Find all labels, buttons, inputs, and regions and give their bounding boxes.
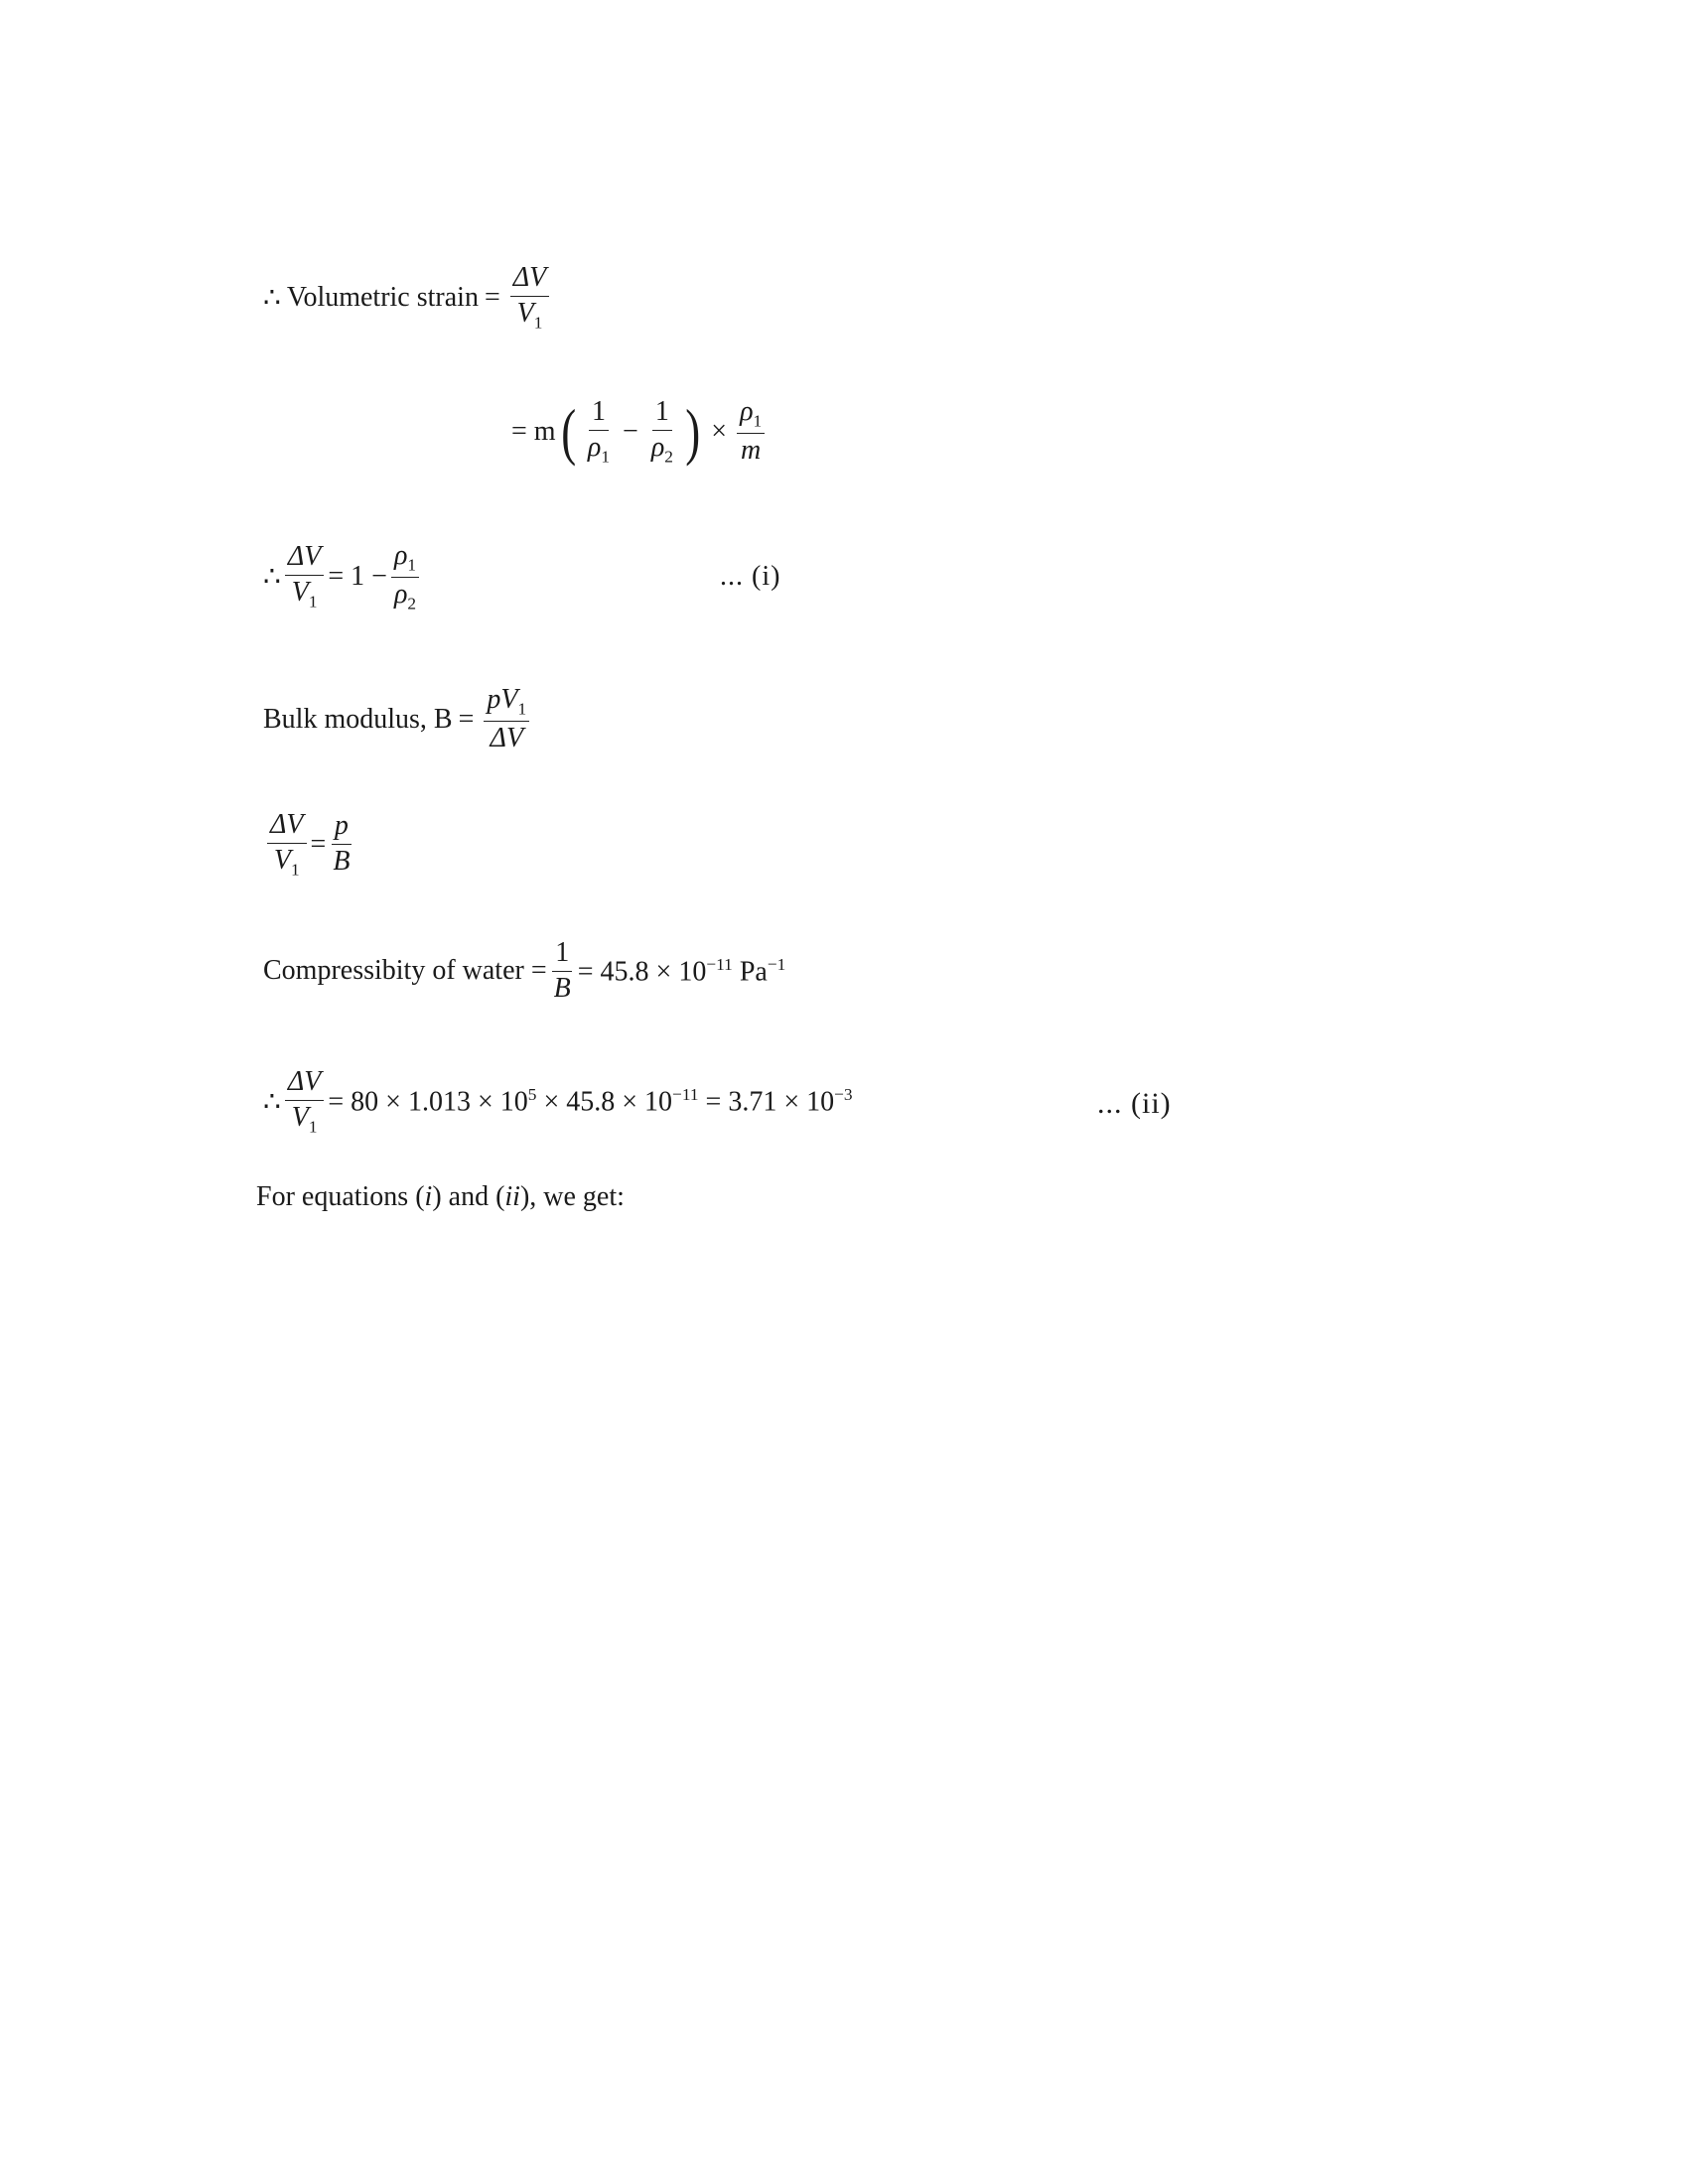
compressibility-value: = $45.8 \times 10^{-11}$ $Pa^{-1}$ — [577, 954, 786, 987]
lead-m: = m — [511, 415, 556, 447]
equals-sign: = — [310, 828, 327, 860]
therefore-symbol: ∴ — [263, 1086, 281, 1118]
strain-numeric-calculation — [263, 1067, 853, 1136]
one-over-rho1: $\frac{1}{\rho_1}$ — [587, 396, 611, 467]
volumetric-strain-definition — [263, 263, 553, 332]
equation-ref-ii: ... (ii) — [1097, 1087, 1172, 1120]
numerator: ΔV — [510, 263, 550, 297]
volumetric-strain-expansion: = m ( $\frac{1}{\rho_1}$ − $\frac{1}{\rho_2}$ ) × $\frac{\rho_1}{m}$ — [511, 397, 769, 466]
one-minus: = 1 − — [328, 561, 387, 593]
one-over-rho2: $\frac{1}{\rho_2}$ — [650, 396, 673, 467]
therefore-symbol: ∴ — [263, 562, 281, 594]
denominator: $V_1$ — [516, 297, 543, 333]
times-sign: × — [711, 415, 728, 447]
rho1-over-rho2: $\frac{\rho_1}{\rho_2}$ — [391, 541, 419, 613]
equation-ref-i: ... (i) — [720, 561, 781, 592]
strain-density-relation — [263, 541, 423, 613]
numeric-product: = $80 \times 1.013 \times 10^5 \times 45.8 \times 10^{-11} = 3.71 \times 10^{-3}$ — [328, 1085, 853, 1118]
delta-v-over-v1: $\frac{\Delta V}{V_1}$ — [285, 542, 325, 611]
bulk-modulus-definition — [263, 685, 533, 753]
p-over-b: $\frac{p}{B}$ — [333, 810, 351, 878]
strain-pressure-relation — [263, 809, 356, 879]
rho1-over-m: $\frac{\rho_1}{m}$ — [737, 397, 765, 466]
delta-v-over-v1: $\frac{\Delta V}{V_1}$ — [267, 810, 307, 879]
equals-sign: = — [458, 703, 475, 735]
one-over-b: $\frac{1}{B}$ — [553, 937, 571, 1004]
compressibility-label: Compressibity of water = — [263, 955, 547, 987]
delta-v-over-v1 — [510, 263, 550, 332]
delta-v-over-v1: $\frac{\Delta V}{V_1}$ — [285, 1067, 325, 1136]
volumetric-strain-label: Volumetric strain — [286, 281, 479, 313]
equals-sign: = — [484, 281, 500, 313]
bulk-modulus-label: Bulk modulus, B — [263, 703, 453, 735]
pv1-over-delta-v: $\frac{pV_1}{\Delta V}$ — [484, 685, 529, 753]
minus-sign: − — [623, 415, 638, 447]
compressibility-of-water — [263, 938, 785, 1005]
therefore-symbol: ∴ — [263, 282, 281, 314]
closing-sentence: For equations (i) and (ii), we get: — [256, 1181, 625, 1212]
